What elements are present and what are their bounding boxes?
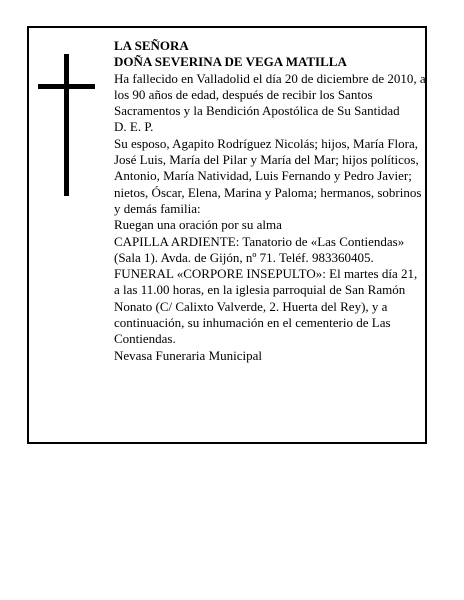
deceased-name: DOÑA SEVERINA DE VEGA MATILLA: [114, 54, 347, 70]
cross-icon: [64, 54, 69, 196]
chapel-info: CAPILLA ARDIENTE: Tanatorio de «Las Contiendas» (Sala 1). Avda. de Gijón, nº 71. Teléf. 983360405.: [114, 233, 405, 265]
dep-line: D. E. P.: [114, 119, 154, 135]
cross-icon-crossbar: [38, 84, 95, 89]
obituary-text: [114, 38, 426, 364]
notice-heading-title: LA SEÑORA: [114, 38, 189, 53]
family-list: Su esposo, Agapito Rodríguez Nicolás; hijos, María Flora, José Luis, María del Pilar y María del Mar; hijos políticos, Antonio, María Natividad, Luis Fernando y Pedro Javier; nietos, Óscar, Elena, Marina y Paloma; hermanos, sobrinos y demás familia:: [114, 135, 422, 216]
funeral-info: FUNERAL «CORPORE INSEPULTO»: El martes día 21, a las 11.00 horas, en la iglesia parroquial de San Ramón Nonato (C/ Calixto Valverde, 2. Huerta del Rey), y a continuación, su inhumación en el cementerio de Las Contiendas.: [114, 266, 418, 347]
death-statement: Ha fallecido en Valladolid el día 20 de diciembre de 2010, a los 90 años de edad, después de recibir los Santos Sacramentos y la Bendición Apostólica de Su Santidad: [114, 70, 426, 119]
prayer-request: Ruegan una oración por su alma: [114, 217, 282, 233]
funeral-home: Nevasa Funeraria Municipal: [114, 347, 263, 363]
